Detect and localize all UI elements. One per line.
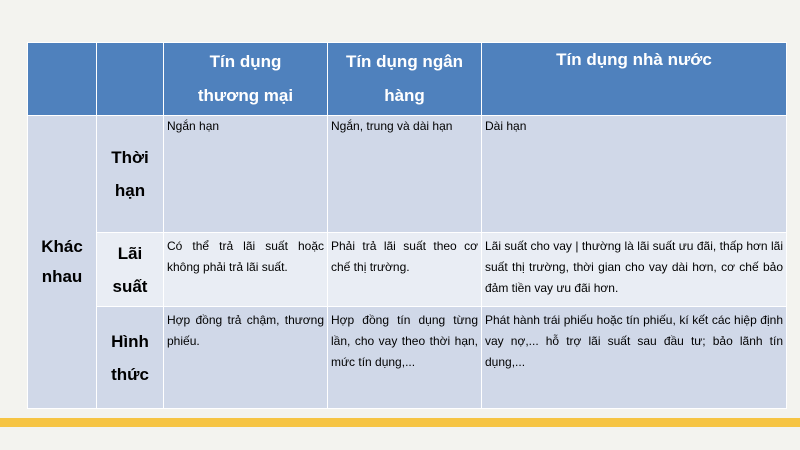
header-col3-line2: thương mại (197, 86, 294, 105)
cell-thoi-han-ngan-hang: Ngắn, trung và dài hạn (328, 116, 482, 233)
row-label-line1: Hình (111, 331, 149, 351)
cell-thoi-han-thuong-mai: Ngắn hạn (164, 116, 328, 233)
cell-hinh-thuc-nha-nuoc: Phát hành trái phiếu hoặc tín phiếu, kí kết các hiệp định vay nợ,... hỗ trợ lãi suất sau đầu tư; bảo lãnh tín dụng,... (482, 307, 787, 409)
header-col4-line2: hàng (384, 86, 425, 105)
cell-lai-suat-ngan-hang: Phải trả lãi suất theo cơ chế thị trường. (328, 233, 482, 307)
group-label-line2: nhau (41, 267, 83, 286)
cell-lai-suat-nha-nuoc: Lãi suất cho vay | thường là lãi suất ưu đãi, thấp hơn lãi suất thị trường, thời gian cho vay dài hơn, cơ chế bảo đảm tiền vay ưu đãi hơn. (482, 233, 787, 307)
row-label-hinh-thuc (97, 307, 164, 409)
cell-thoi-han-nha-nuoc: Dài hạn (482, 116, 787, 233)
header-col3-line1: Tín dụng (209, 52, 282, 71)
table-row-lai-suat (28, 233, 787, 307)
header-tin-dung-nha-nuoc: Tín dụng nhà nước (482, 43, 787, 116)
header-empty-1 (28, 43, 97, 116)
comparison-table (27, 42, 787, 409)
footer-accent-bar (0, 418, 800, 427)
cell-hinh-thuc-ngan-hang: Hợp đồng tín dụng từng lần, cho vay theo thời hạn, mức tín dụng,... (328, 307, 482, 409)
header-col4-line1: Tín dụng ngân (345, 52, 464, 71)
table-row-hinh-thuc (28, 307, 787, 409)
row-label-line2: hạn (114, 181, 146, 200)
header-tin-dung-ngan-hang (328, 43, 482, 116)
cell-lai-suat-thuong-mai: Có thể trả lãi suất hoặc không phải trả lãi suất. (164, 233, 328, 307)
row-label-thoi-han (97, 116, 164, 233)
header-tin-dung-thuong-mai (164, 43, 328, 116)
row-label-line1: Thời (111, 148, 149, 167)
header-empty-2 (97, 43, 164, 116)
row-label-line2: suất (112, 276, 148, 296)
row-label-line2: thức (111, 364, 149, 384)
table-header-row (28, 43, 787, 116)
cell-hinh-thuc-thuong-mai: Hợp đồng trả chậm, thương phiếu. (164, 307, 328, 409)
table-row-thoi-han (28, 116, 787, 233)
group-label-line1: Khác (41, 237, 83, 256)
row-label-line1: Lãi (117, 243, 143, 263)
group-label-khac-nhau (28, 116, 97, 409)
row-label-lai-suat (97, 233, 164, 307)
